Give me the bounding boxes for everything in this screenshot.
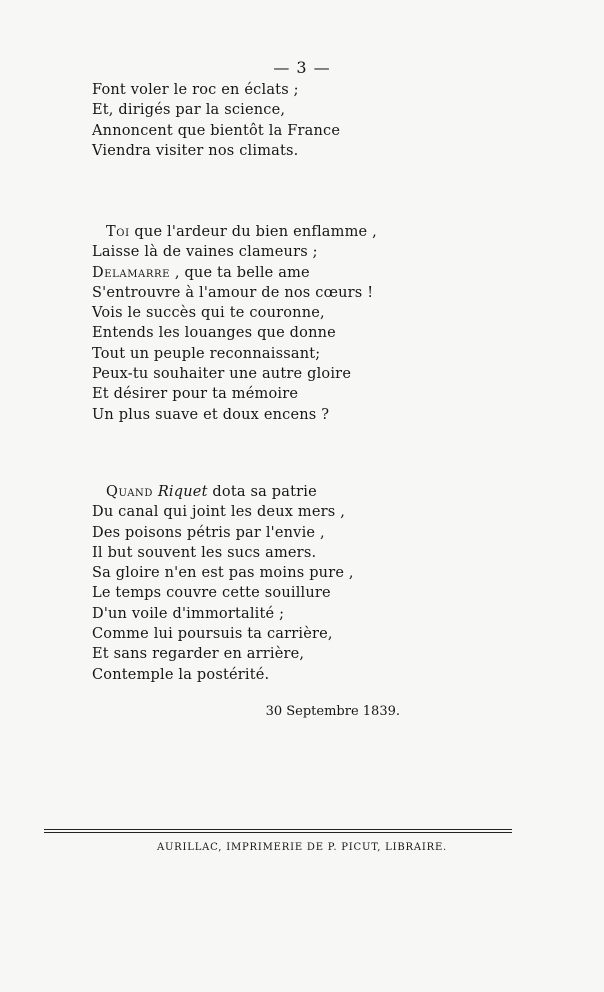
- verse-line: [92, 263, 562, 283]
- verse-line: Un plus suave et doux encens ?: [92, 406, 330, 423]
- verse-line: [92, 222, 562, 242]
- verse-line: Entends les louanges que donne: [92, 325, 336, 342]
- footer-rule: [44, 829, 512, 830]
- verse-line: Et sans regarder en arrière,: [92, 646, 305, 663]
- person-name: Riquet: [157, 484, 208, 500]
- verse-line: S'entrouvre à l'amour de nos cœurs !: [92, 284, 374, 301]
- person-name: Delamarre: [92, 264, 171, 281]
- verse-line: Sa gloire n'en est pas moins pure ,: [92, 565, 354, 582]
- verse-line: Annoncent que bientôt la France: [92, 122, 341, 139]
- poem-date: 30 Septembre 1839.: [265, 704, 400, 719]
- verse-line: Peux-tu souhaiter une autre gloire: [92, 366, 352, 383]
- stanza-1: [92, 80, 562, 161]
- verse-line: Viendra visiter nos climats.: [92, 142, 299, 159]
- verse-line: Le temps couvre cette souillure: [92, 585, 331, 602]
- stanza-3: [92, 482, 562, 685]
- verse-line: Des poisons pétris par l'envie ,: [92, 524, 325, 541]
- verse-line-text: dota sa patrie: [207, 484, 317, 500]
- verse-line: Contemple la postérité.: [92, 666, 270, 683]
- verse-line: Du canal qui joint les deux mers ,: [92, 504, 346, 521]
- page-number: — 3 —: [273, 58, 331, 77]
- verse-line: Font voler le roc en éclats ;: [92, 82, 299, 98]
- verse-line: Tout un peuple reconnaissant;: [92, 345, 321, 362]
- verse-line: D'un voile d'immortalité ;: [92, 605, 285, 622]
- verse-line-text: , que ta belle ame: [170, 264, 310, 281]
- verse-line: Et désirer pour ta mémoire: [92, 386, 299, 403]
- printer-imprint: AURILLAC, IMPRIMERIE DE P. PICUT, LIBRAIRE.: [156, 842, 448, 853]
- footer-rule: [44, 832, 512, 833]
- verse-line: Comme lui poursuis ta carrière,: [92, 626, 333, 643]
- verse-line: [92, 482, 562, 502]
- verse-line: Il but souvent les sucs amers.: [92, 544, 317, 561]
- verse-line: Et, dirigés par la science,: [92, 102, 286, 119]
- stanza-opening-word: Quand: [106, 484, 153, 500]
- stanza-2: [92, 222, 562, 425]
- stanza-opening-word: Toi: [106, 224, 130, 240]
- verse-line-text: que l'ardeur du bien enflamme ,: [129, 224, 377, 240]
- verse-line: Vois le succès qui te couronne,: [92, 305, 325, 322]
- verse-line: Laisse là de vaines clameurs ;: [92, 244, 318, 261]
